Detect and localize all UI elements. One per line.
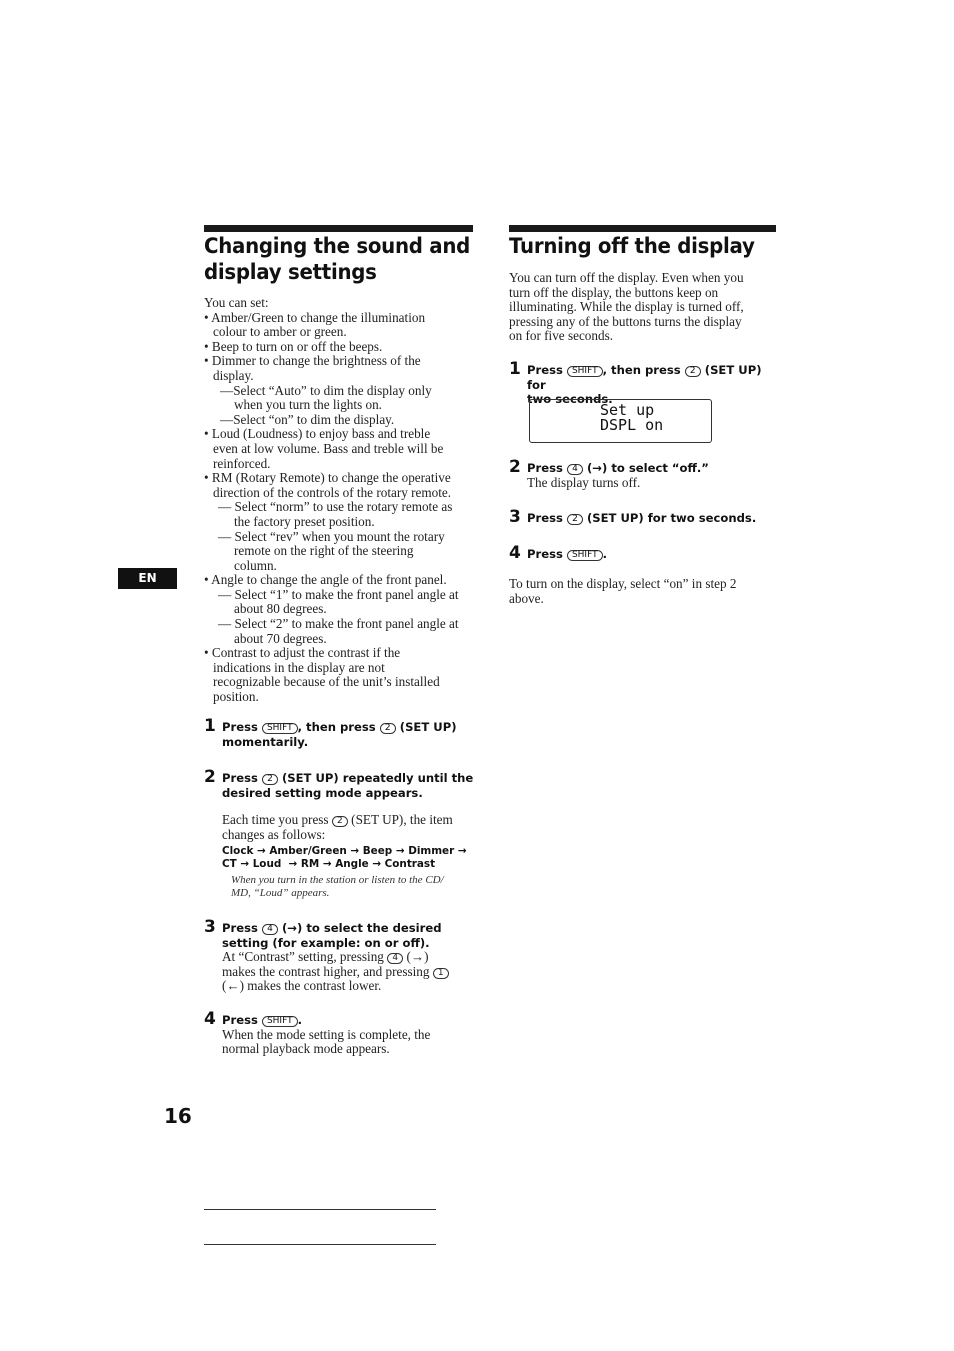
key-2-icon: 2 [380, 723, 396, 734]
left-step-3 [204, 917, 484, 994]
setting-sequence: Clock → Amber/Green → Beep → Dimmer → CT → Loud → RM → Angle → Contrast [222, 845, 467, 871]
step-text: Press SHIFT , then press 2 (SET UP) momentarily. [222, 720, 457, 749]
key-4-icon: 4 [567, 464, 583, 475]
shift-key-icon: SHIFT [262, 723, 298, 734]
step-note: Each time you press 2 (SET UP), the item changes as follows: [222, 812, 453, 842]
left-settings-list [204, 296, 479, 705]
language-tab: EN [118, 568, 177, 589]
step-note: When the mode setting is complete, the normal playback mode appears. [222, 1026, 431, 1057]
list-subitem: — Select “norm” to use the rotary remote as the factory preset position. [218, 499, 453, 529]
intro-text: You can set: [204, 295, 269, 310]
list-subitem: —Select “on” to dim the display. [220, 411, 395, 427]
list-item: • Dimmer to change the brightness of the display. [204, 353, 421, 383]
shift-key-icon: SHIFT [567, 366, 603, 377]
list-item: • RM (Rotary Remote) to change the operative direction of the controls of the rotary remote. [204, 470, 452, 500]
key-4-icon: 4 [262, 924, 278, 935]
step-text: Press 4 (→) to select “off.” [527, 461, 709, 475]
step-text: Press SHIFT . [527, 547, 607, 561]
list-subitem: — Select “1” to make the front panel angle at about 80 degrees. [218, 586, 459, 617]
step-number: 1 [509, 359, 521, 379]
right-title: Turning off the display [509, 234, 755, 259]
list-subitem: — Select “2” to make the front panel angle at about 70 degrees. [218, 616, 459, 646]
list-subitem: —Select “Auto” to dim the display only when you turn the lights on. [220, 382, 432, 413]
shift-key-icon: SHIFT [262, 1016, 298, 1027]
left-title-line1: Changing the sound and [204, 234, 471, 259]
right-step-3 [509, 507, 784, 527]
list-item: • Loud (Loudness) to enjoy bass and treble even at low volume. Bass and treble will be reinforced. [204, 426, 444, 471]
list-item: • Contrast to adjust the contrast if the indications in the display are not recognizable because of the unit’s installed position. [204, 645, 440, 705]
left-step-1 [204, 716, 484, 749]
right-step-4 [509, 543, 784, 563]
loud-note: When you turn in the station or listen to the CD/ MD, “Loud” appears. [231, 874, 444, 900]
step-number: 1 [204, 716, 216, 736]
key-2-icon: 2 [567, 514, 583, 525]
footer-rule-2 [204, 1244, 436, 1245]
left-title-rule [204, 225, 473, 232]
key-4-icon: 4 [387, 953, 403, 964]
key-2-icon: 2 [685, 366, 701, 377]
left-step-2 [204, 767, 484, 900]
list-item: • Angle to change the angle of the front panel. [204, 572, 447, 588]
right-outro: To turn on the display, select “on” in step 2 above. [509, 576, 737, 606]
step-number: 3 [204, 917, 216, 937]
step-number: 4 [204, 1009, 216, 1029]
step-text: Press SHIFT , then press 2 (SET UP) for two seconds. [527, 363, 762, 407]
step-text: Press 4 (→) to select the desired setting (for example: on or off). [222, 921, 442, 950]
step-text: Press 2 (SET UP) repeatedly until the desired setting mode appears. [222, 771, 474, 800]
shift-key-icon: SHIFT [567, 550, 603, 561]
left-step-4 [204, 1009, 484, 1057]
list-item: • Amber/Green to change the illumination colour to amber or green. [204, 309, 426, 340]
step-note: The display turns off. [527, 474, 641, 490]
list-subitem: — Select “rev” when you mount the rotary remote on the right of the steering column. [218, 528, 445, 573]
footer-rule-1 [204, 1209, 436, 1210]
step-number: 2 [509, 457, 521, 477]
key-1-icon: 1 [433, 968, 449, 979]
list-item: • Beep to turn on or off the beeps. [204, 338, 383, 354]
right-title-rule [509, 225, 776, 232]
right-intro: You can turn off the display. Even when you turn off the display, the buttons keep on illuminating. While the display is turned off, pressing any of the buttons turns the display on for five seconds. [509, 270, 744, 344]
lcd-line-2: DSPL on [600, 416, 664, 434]
step-number: 3 [509, 507, 521, 527]
step-note: At “Contrast” setting, pressing 4 (→) makes the contrast higher, and pressing 1 (←) makes the contrast lower. [222, 950, 484, 994]
right-step-2 [509, 457, 784, 490]
step-number: 4 [509, 543, 521, 563]
lcd-display [529, 399, 712, 443]
step-text: Press SHIFT . [222, 1013, 302, 1027]
lcd-line-1: Set up [600, 401, 655, 419]
key-2-icon: 2 [262, 774, 278, 785]
left-title [204, 234, 480, 286]
left-title-line2: display settings [204, 260, 377, 285]
step-text: Press 2 (SET UP) for two seconds. [527, 511, 757, 525]
key-2-icon: 2 [332, 816, 348, 827]
page-number: 16 [164, 1104, 192, 1128]
step-number: 2 [204, 767, 216, 787]
